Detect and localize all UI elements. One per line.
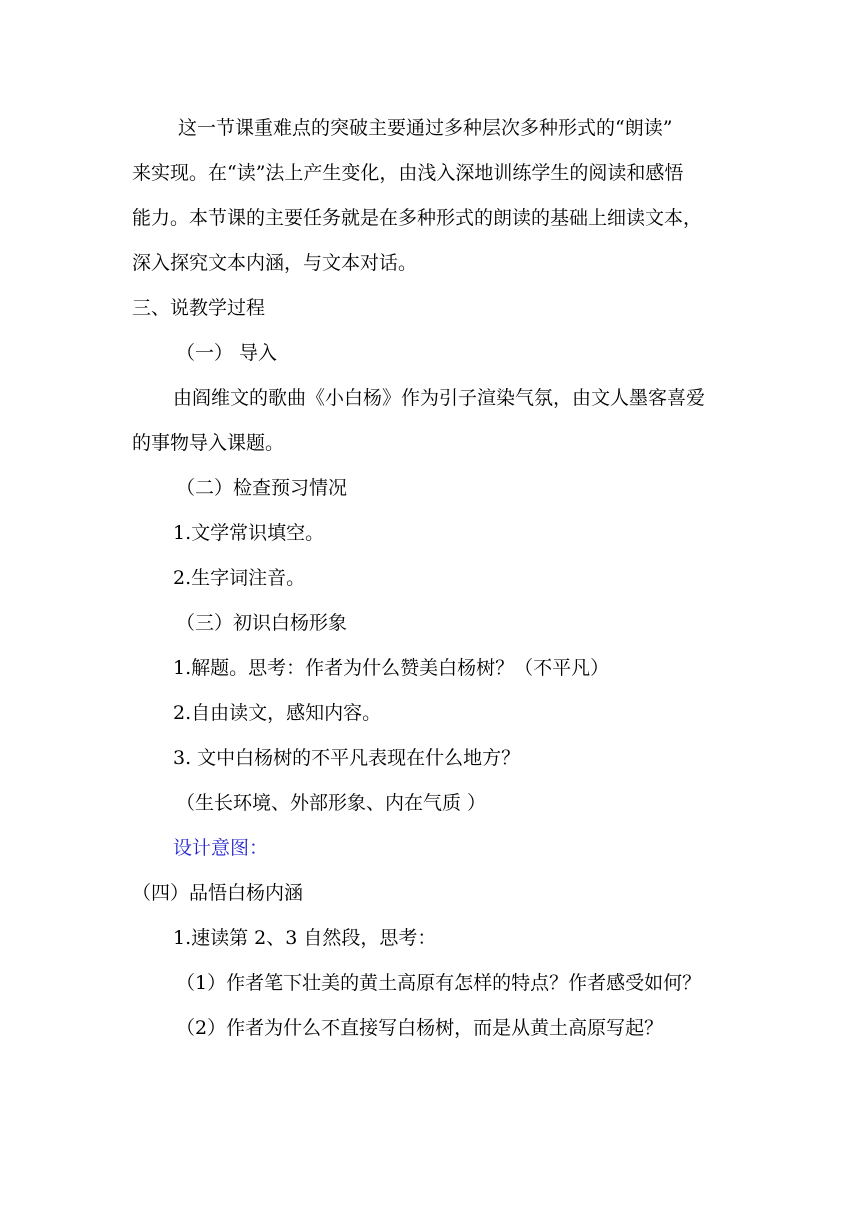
part3-item3-answer: （生长环境、外部形象、内在气质 ） (176, 792, 487, 814)
part1-body-line1: 由阎维文的歌曲《小白杨》作为引子渲染气氛，由文人墨客喜爱 (173, 387, 706, 409)
part4-item1: 1.速读第 2、3 自然段，思考： (173, 927, 437, 949)
paragraph1-line1: 这一节课重难点的突破主要通过多种层次多种形式的“朗读” (178, 117, 673, 139)
paragraph1-line3: 能力。本节课的主要任务就是在多种形式的朗读的基础上细读文本， (132, 207, 703, 229)
paragraph1-line4: 深入探究文本内涵，与文本对话。 (132, 252, 418, 274)
part2-item1: 1.文学常识填空。 (173, 522, 325, 544)
part3-heading: （三）初识白杨形象 (176, 612, 348, 634)
part1-heading: （一） 导入 (176, 342, 278, 364)
section3-heading: 三、说教学过程 (132, 297, 266, 319)
part3-item3: 3. 文中白杨树的不平凡表现在什么地方？ (173, 747, 521, 769)
part2-item2: 2.生字词注音。 (173, 567, 306, 589)
part3-item2: 2.自由读文，感知内容。 (173, 702, 382, 724)
part4-question2: （2）作者为什么不直接写白杨树，而是从黄土高原写起？ (176, 1017, 664, 1039)
paragraph1-line2: 来实现。在“读”法上产生变化，由浅入深地训练学生的阅读和感悟 (132, 162, 684, 184)
part3-item1: 1.解题。思考：作者为什么赞美白杨树？（不平凡） (173, 657, 610, 679)
part2-heading: （二）检查预习情况 (176, 477, 348, 499)
part4-question1: （1）作者笔下壮美的黄土高原有怎样的特点？作者感受如何？ (176, 972, 702, 994)
part4-heading: （四）品悟白杨内涵 (132, 882, 304, 904)
design-intent-label: 设计意图： (173, 837, 269, 859)
part1-body-line2: 的事物导入课题。 (132, 432, 285, 454)
